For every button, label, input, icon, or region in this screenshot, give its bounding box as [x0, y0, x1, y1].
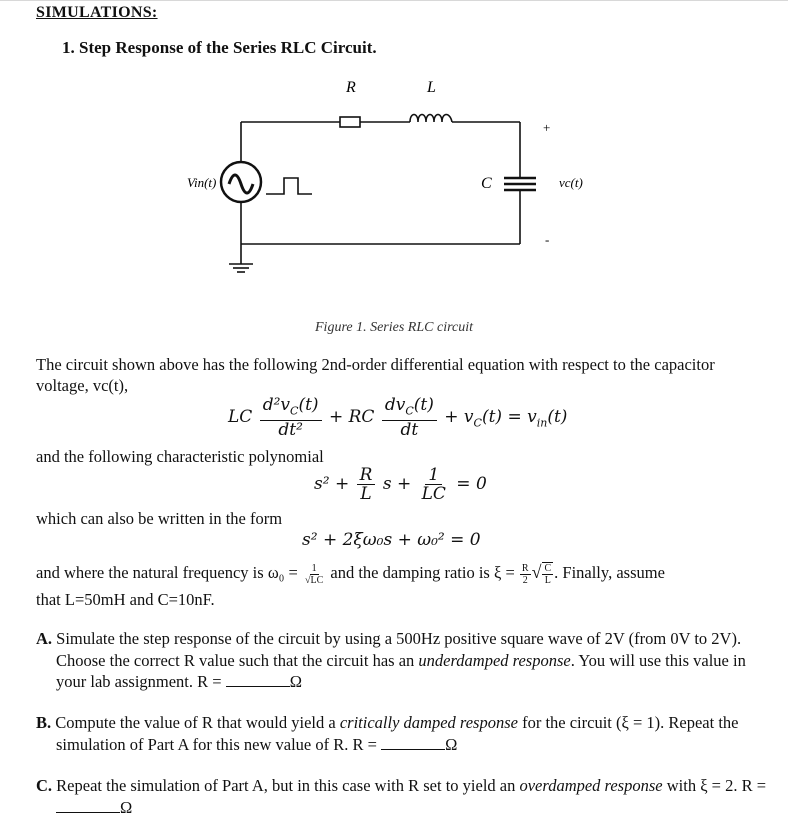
r-answer-blank-c[interactable] [56, 798, 120, 813]
capacitor-symbol [504, 178, 536, 190]
ac-source-symbol [221, 162, 261, 202]
standard-form-equation: s² + 2ξω₀s + ω₀² = 0 [302, 530, 481, 550]
vin-label: Vin(t) [187, 175, 217, 190]
figure-caption: Figure 1. Series RLC circuit [315, 320, 473, 335]
question-title: 1. Step Response of the Series RLC Circuit. [62, 38, 377, 57]
form-text: which can also be written in the form [36, 509, 283, 528]
r-answer-blank-b[interactable] [381, 735, 445, 750]
capacitor-label: C [481, 175, 492, 192]
inductor-symbol [410, 115, 452, 123]
top-rule [0, 0, 788, 1]
vc-label: vc(t) [559, 175, 583, 190]
square-pulse-icon [266, 178, 312, 194]
natural-frequency-line: and where the natural frequency is ω₀ = $\frac{1}{√LC}$ and the damping ratio is ξ = $\frac{R}{2}$ √ $\frac{C}{L}$ . Finally, assume [36, 562, 665, 587]
section-heading: SIMULATIONS: [36, 4, 158, 21]
assumption-text: that L=50mH and C=10nF. [36, 590, 215, 609]
plus-sign: + [543, 120, 551, 135]
rlc-circuit-diagram [0, 66, 788, 316]
characteristic-polynomial: s² + $\frac{R}{L}$ s + $\frac{1}{LC}$ = 0 [314, 465, 487, 504]
ground-symbol [229, 264, 253, 272]
minus-sign: - [545, 232, 550, 247]
differential-equation: LC $\frac{d^2v_C(t)}{\text{dt²}}$ + RC $\frac{dv_C(t)}{dt}$ + $v_C(t) = v_{in}(t)$ [228, 395, 568, 441]
resistor-label: R [346, 79, 356, 96]
char-poly-text: and the following characteristic polynomial [36, 447, 324, 466]
part-c: C. Repeat the simulation of Part A, but in this case with R set to yield an overdamped response with ξ = 2. R = Ω [36, 776, 767, 817]
r-answer-blank-a[interactable] [226, 672, 290, 687]
inductor-label: L [427, 79, 436, 96]
resistor-symbol [340, 117, 360, 127]
part-b: B. Compute the value of R that would yield a critically damped response for the circuit (ξ = 1). Repeat the simulation of Part A for this new value of R. R = Ω [36, 713, 739, 754]
intro-paragraph: The circuit shown above has the following 2nd-order differential equation with respect to the capacitor voltage, vc(t), [36, 355, 715, 395]
part-a: A. Simulate the step response of the circuit by using a 500Hz positive square wave of 2V (from 0V to 2V). Choose the correct R value such that the circuit has an underdamped response. You will use this value in your lab assignment. R = Ω [36, 629, 746, 691]
